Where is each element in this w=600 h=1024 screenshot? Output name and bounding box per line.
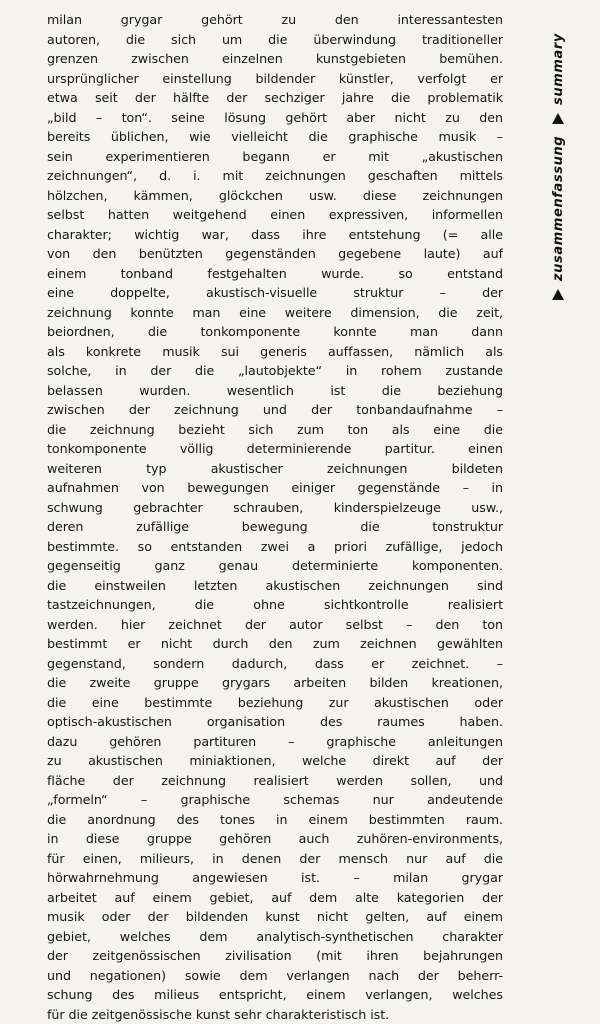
- text-line: bereits üblichen, wie vielleicht die graphische musik –: [47, 127, 503, 147]
- text-line: charakter; wichtig war, dass ihre entstehung (= alle: [47, 225, 503, 245]
- text-line: für einen, milieurs, in denen der mensch nur auf die: [47, 849, 503, 869]
- triangle-marker-icon: [553, 289, 565, 300]
- text-line: selbst hatten weitgehend einen expressiven, informellen: [47, 205, 503, 225]
- triangle-marker-icon: [553, 113, 565, 124]
- text-line: deren zufällige bewegung die tonstruktur: [47, 517, 503, 537]
- text-line: musik oder der bildenden kunst nicht gelten, auf einem: [47, 907, 503, 927]
- text-line: grenzen zwischen einzelnen kunstgebieten bemühen.: [47, 49, 503, 69]
- text-line: gegenstand, sondern dadurch, dass er zeichnet. –: [47, 654, 503, 674]
- text-line: „bild – ton“. seine lösung gehört aber nicht zu den: [47, 108, 503, 128]
- text-line: hölzchen, kämmen, glöckchen usw. diese zeichnungen: [47, 186, 503, 206]
- text-line: tonkomponente völlig determinierende partitur. einen: [47, 439, 503, 459]
- text-line: solche, in der die „lautobjekte“ in rohem zustande: [47, 361, 503, 381]
- text-line: als konkrete musik sui generis auffassen, nämlich als: [47, 342, 503, 362]
- text-line: eine doppelte, akustisch-visuelle struktur – der: [47, 283, 503, 303]
- text-line: die zweite gruppe grygars arbeiten bilden kreationen,: [47, 673, 503, 693]
- text-line: sein experimentieren begann er mit „akustischen: [47, 147, 503, 167]
- text-line: und negationen) sowie dem verlangen nach der beherr-: [47, 966, 503, 986]
- text-line: zeichnung konnte man eine weitere dimension, die zeit,: [47, 303, 503, 323]
- text-line: der zeitgenössischen zivilisation (mit ihren bejahrungen: [47, 946, 503, 966]
- text-line: gegenseitig ganz genau determinierte komponenten.: [47, 556, 503, 576]
- text-line: hörwahrnehmung angewiesen ist. – milan grygar: [47, 868, 503, 888]
- text-line: dazu gehören partituren – graphische anleitungen: [47, 732, 503, 752]
- text-line: belassen wurden. wesentlich ist die beziehung: [47, 381, 503, 401]
- text-line: werden. hier zeichnet der autor selbst – den ton: [47, 615, 503, 635]
- summary-label-text: summary: [551, 33, 566, 105]
- text-line: aufnahmen von bewegungen einiger gegenstände – in: [47, 478, 503, 498]
- text-line: zu akustischen miniaktionen, welche direkt auf der: [47, 751, 503, 771]
- text-line: schung des milieus entspricht, einem verlangen, welches: [47, 985, 503, 1005]
- body-text: [47, 10, 503, 1024]
- text-line: beiordnen, die tonkomponente konnte man dann: [47, 322, 503, 342]
- text-line: zeichnungen“, d. i. mit zeichnungen geschaften mittels: [47, 166, 503, 186]
- text-line: fläche der zeichnung realisiert werden sollen, und: [47, 771, 503, 791]
- text-line: in diese gruppe gehören auch zuhören-environments,: [47, 829, 503, 849]
- text-line: schwung gebrachter schrauben, kinderspielzeuge usw.,: [47, 498, 503, 518]
- text-line: gebiet, welches dem analytisch-synthetischen charakter: [47, 927, 503, 947]
- text-line: optisch-akustischen organisation des raumes haben.: [47, 712, 503, 732]
- text-line: milan grygar gehört zu den interessantesten: [47, 10, 503, 30]
- text-line: autoren, die sich um die überwindung traditioneller: [47, 30, 503, 50]
- text-line: arbeitet auf einem gebiet, auf dem alte kategorien der: [47, 888, 503, 908]
- text-line: die eine bestimmte beziehung zur akustischen oder: [47, 693, 503, 713]
- text-line: zwischen der zeichnung und der tonbandaufnahme –: [47, 400, 503, 420]
- text-line: ursprünglicher einstellung bildender künstler, verfolgt er: [47, 69, 503, 89]
- text-line: etwa seit der hälfte der sechziger jahre die problematik: [47, 88, 503, 108]
- text-line: bestimmte. so entstanden zwei a priori zufällige, jedoch: [47, 537, 503, 557]
- zusammenfassung-label-text: zusammenfassung: [551, 136, 566, 281]
- text-line: einem tonband festgehalten wurde. so entstand: [47, 264, 503, 284]
- text-line: von den benützten gegenständen gegebene laute) auf: [47, 244, 503, 264]
- text-line: „formeln“ – graphische schemas nur andeutende: [47, 790, 503, 810]
- text-line: für die zeitgenössische kunst sehr charakteristisch ist.: [47, 1005, 503, 1024]
- text-line: tastzeichnungen, die ohne sichtkontrolle realisiert: [47, 595, 503, 615]
- summary-label: [551, 8, 566, 130]
- zusammenfassung-label: [551, 134, 566, 306]
- text-line: die anordnung des tones in einem bestimmten raum.: [47, 810, 503, 830]
- text-line: weiteren typ akustischer zeichnungen bildeten: [47, 459, 503, 479]
- text-line: die einstweilen letzten akustischen zeichnungen sind: [47, 576, 503, 596]
- text-line: bestimmt er nicht durch den zum zeichnen gewählten: [47, 634, 503, 654]
- side-labels: [551, 8, 581, 308]
- text-line: die zeichnung bezieht sich zum ton als eine die: [47, 420, 503, 440]
